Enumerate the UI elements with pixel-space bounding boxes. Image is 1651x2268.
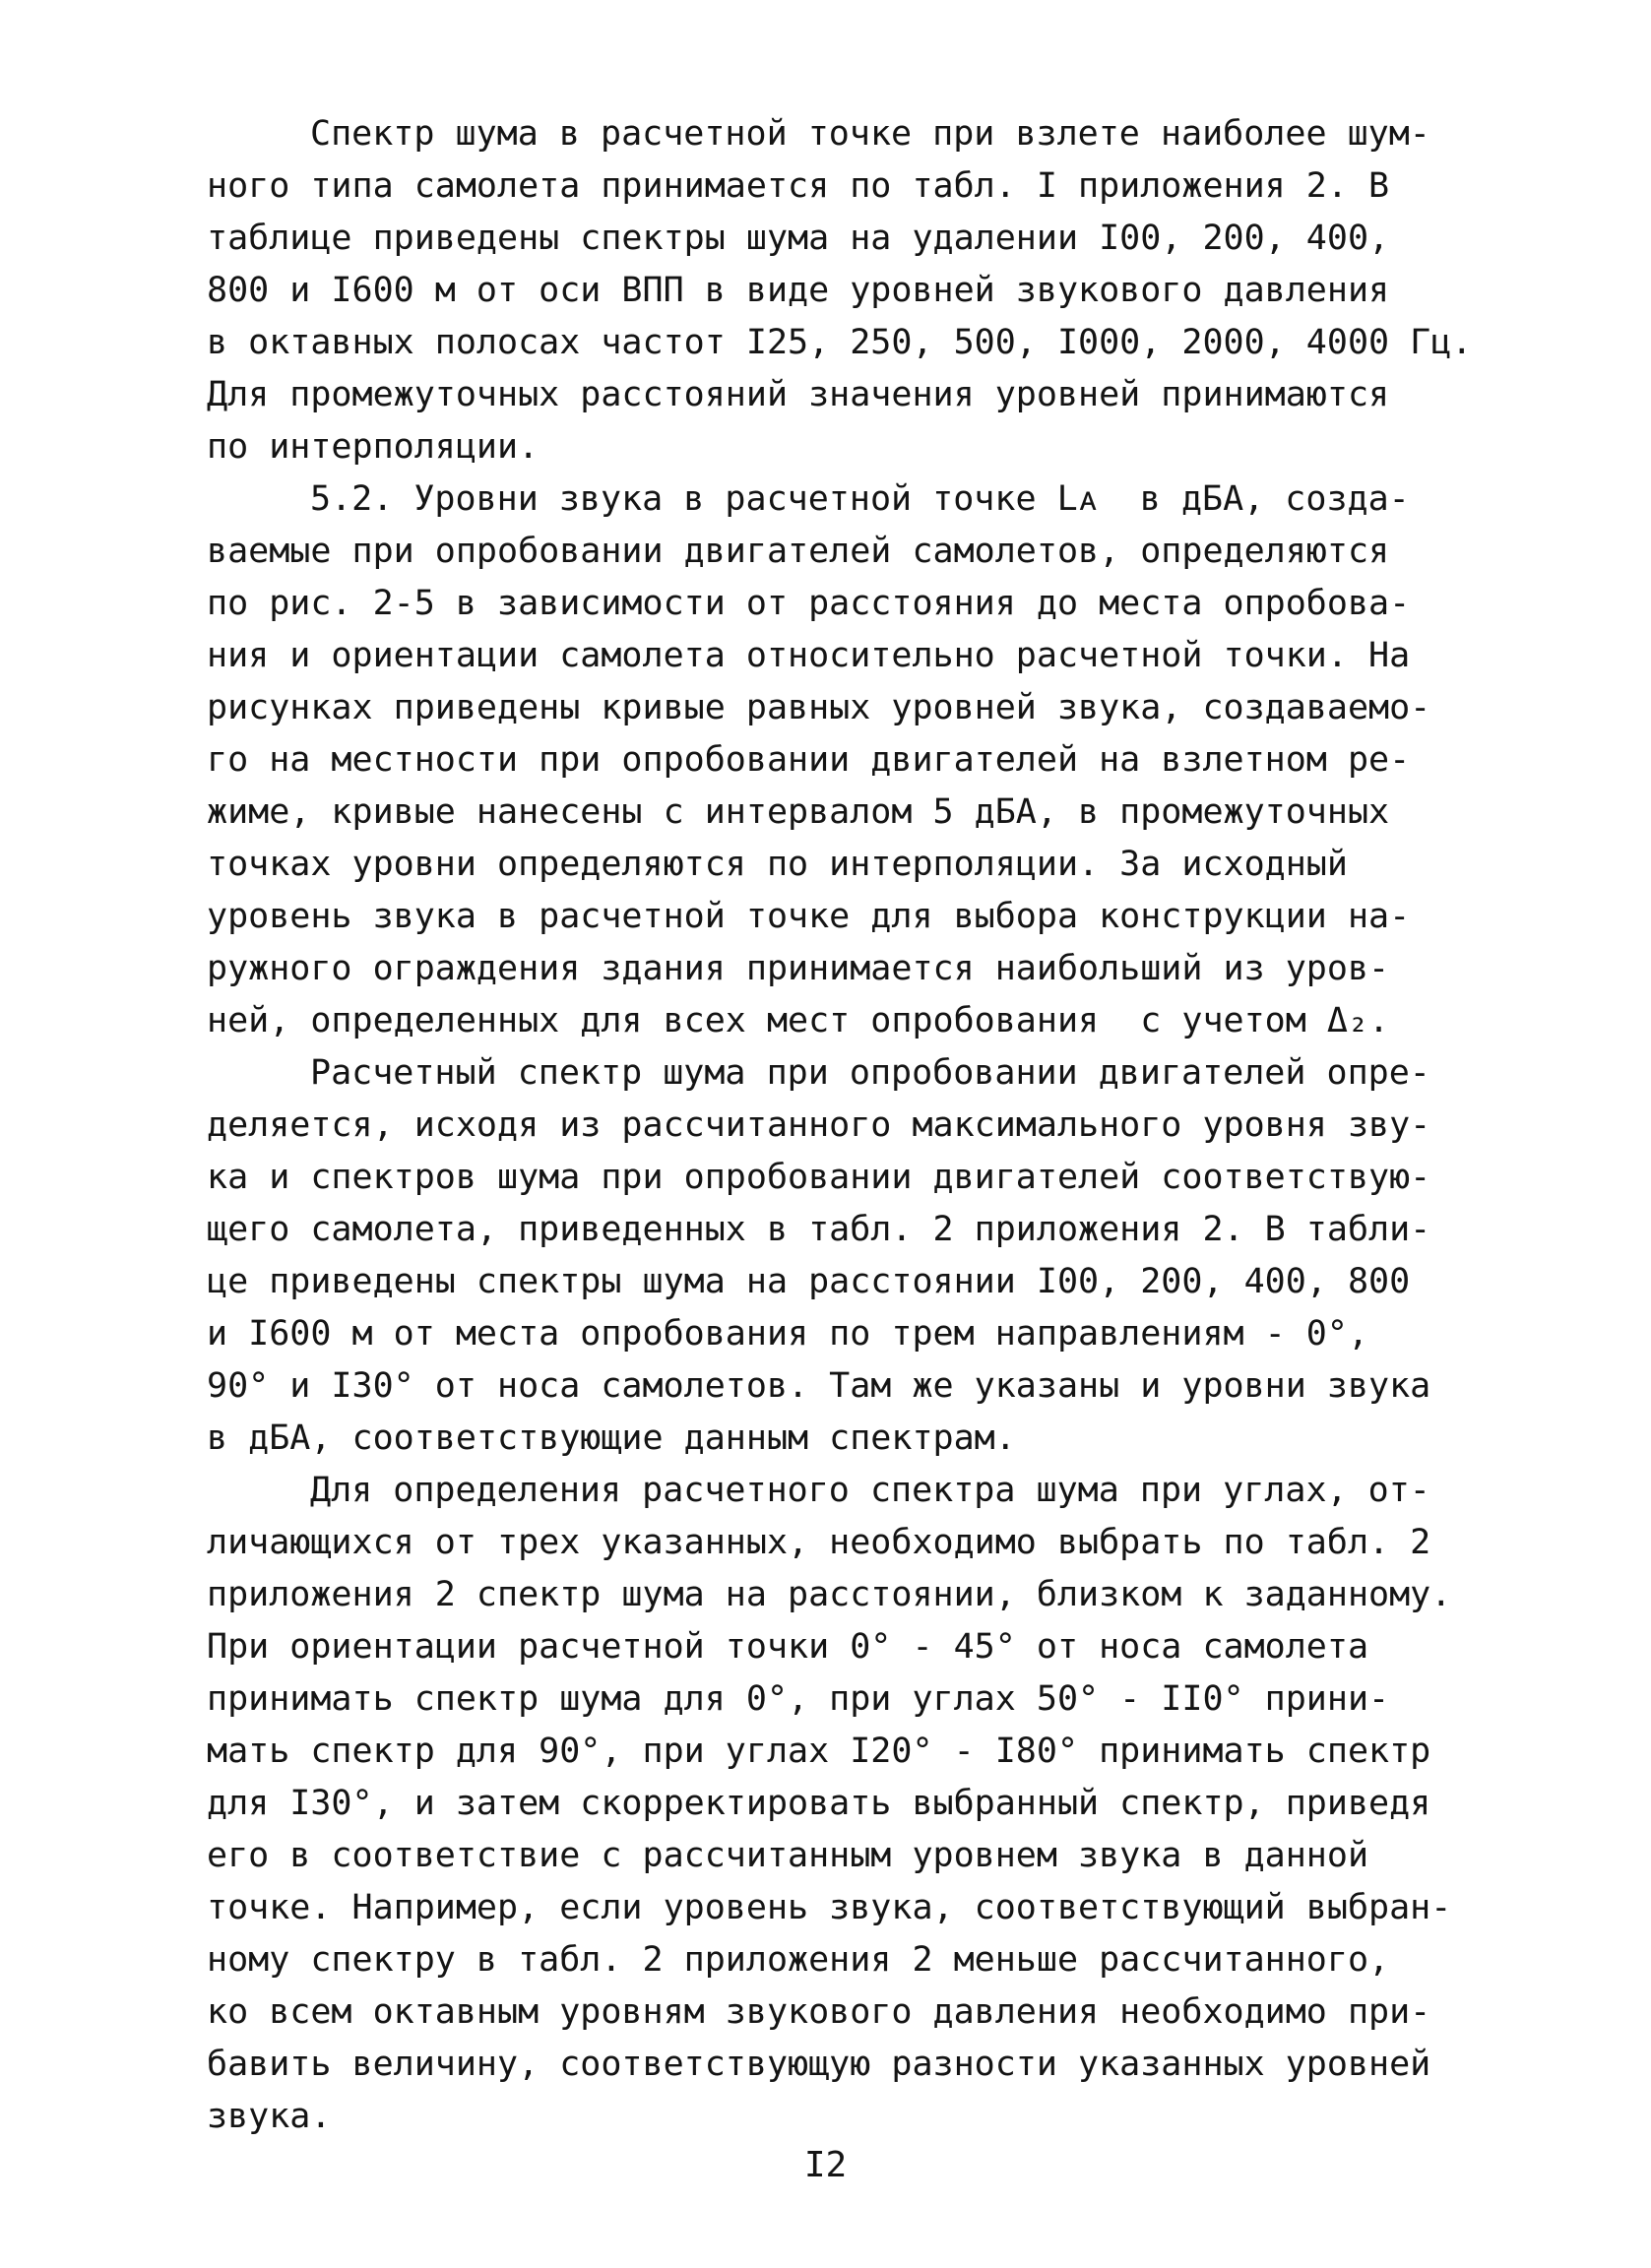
- text-line: ного типа самолета принимается по табл. I приложения 2. В: [207, 166, 1390, 206]
- text-line: точках уровни определяются по интерполяции. За исходный: [207, 845, 1348, 884]
- text-line: го на местности при опробовании двигателей на взлетном ре-: [207, 740, 1411, 780]
- text-line: Расчетный спектр шума при опробовании двигателей опре-: [310, 1053, 1430, 1093]
- text-line: звука.: [207, 2097, 332, 2136]
- text-line: ружного ограждения здания принимается наибольший из уров-: [207, 949, 1390, 988]
- text-line: 800 и I600 м от оси ВПП в виде уровней звукового давления: [207, 271, 1390, 310]
- text-line: приложения 2 спектр шума на расстоянии, близком к заданному.: [207, 1575, 1452, 1614]
- text-line: При ориентации расчетной точки 0° - 45° от носа самолета: [207, 1627, 1369, 1667]
- text-line: 5.2. Уровни звука в расчетной точке Lᴀ в дБА, созда-: [310, 479, 1410, 519]
- text-line: в октавных полосах частот I25, 250, 500, I000, 2000, 4000 Гц.: [207, 323, 1473, 362]
- text-line: по рис. 2-5 в зависимости от расстояния до места опробова-: [207, 584, 1411, 623]
- text-line: це приведены спектры шума на расстоянии I00, 200, 400, 800: [207, 1262, 1411, 1301]
- text-line: ваемые при опробовании двигателей самолетов, определяются: [207, 532, 1390, 571]
- text-line: Для промежуточных расстояний значения уровней принимаются: [207, 375, 1390, 414]
- text-line: точке. Например, если уровень звука, соответствующий выбран-: [207, 1888, 1452, 1927]
- text-line: в дБА, соответствующие данным спектрам.: [207, 1418, 1016, 1458]
- text-line: Для определения расчетного спектра шума при углах, от-: [310, 1471, 1430, 1510]
- text-line: уровень звука в расчетной точке для выбора конструкции на-: [207, 897, 1411, 936]
- text-line: ному спектру в табл. 2 приложения 2 меньше рассчитанного,: [207, 1940, 1390, 1980]
- text-line: 90° и I30° от носа самолетов. Там же указаны и уровни звука: [207, 1366, 1431, 1406]
- text-line: принимать спектр шума для 0°, при углах 50° - II0° прини-: [207, 1679, 1390, 1719]
- text-line: таблице приведены спектры шума на удалении I00, 200, 400,: [207, 219, 1390, 258]
- page-number: I2: [803, 2145, 848, 2185]
- text-line: ния и ориентации самолета относительно расчетной точки. На: [207, 636, 1411, 675]
- text-line: бавить величину, соответствующую разности указанных уровней: [207, 2045, 1431, 2084]
- text-line: Спектр шума в расчетной точке при взлете наиболее шум-: [310, 114, 1430, 154]
- text-line: личающихся от трех указанных, необходимо выбрать по табл. 2: [207, 1523, 1431, 1562]
- body-text: [207, 108, 1473, 2143]
- text-line: ка и спектров шума при опробовании двигателей соответствую-: [207, 1158, 1431, 1197]
- text-line: для I30°, и затем скорректировать выбранный спектр, приведя: [207, 1784, 1431, 1823]
- text-line: мать спектр для 90°, при углах I20° - I80° принимать спектр: [207, 1732, 1431, 1771]
- text-line: и I600 м от места опробования по трем направлениям - 0°,: [207, 1314, 1369, 1354]
- text-line: ко всем октавным уровням звукового давления необходимо при-: [207, 1992, 1431, 2032]
- text-line: щего самолета, приведенных в табл. 2 приложения 2. В табли-: [207, 1210, 1431, 1249]
- text-line: ней, определенных для всех мест опробования с учетом Δ₂.: [207, 1001, 1390, 1040]
- text-line: рисунках приведены кривые равных уровней звука, создаваемо-: [207, 688, 1431, 727]
- text-line: деляется, исходя из рассчитанного максимального уровня зву-: [207, 1105, 1431, 1145]
- text-line: его в соответствие с рассчитанным уровнем звука в данной: [207, 1836, 1369, 1875]
- text-line: жиме, кривые нанесены с интервалом 5 дБА, в промежуточных: [207, 792, 1390, 832]
- text-line: по интерполяции.: [207, 427, 540, 467]
